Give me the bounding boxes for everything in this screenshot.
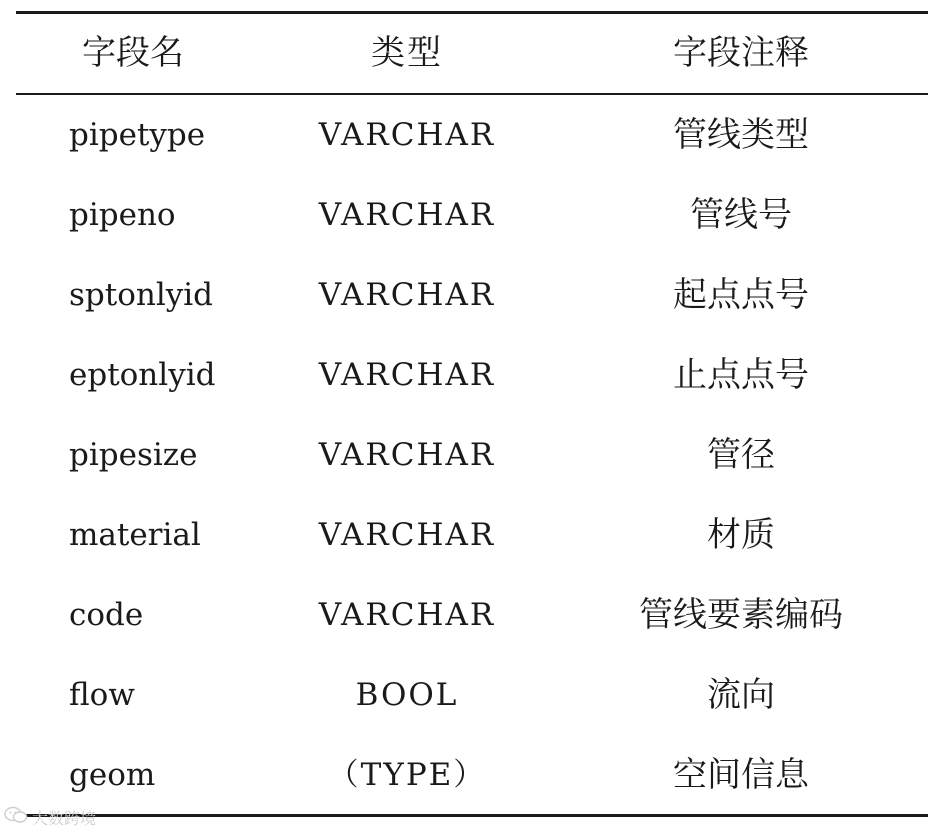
type-cell: VARCHAR xyxy=(318,517,496,553)
field-name-cell: geom xyxy=(69,757,156,793)
field-name-cell: pipeno xyxy=(69,197,176,233)
type-cell: BOOL xyxy=(355,677,459,713)
comment-cell: 管径 xyxy=(707,435,775,475)
comment-cell: 管线号 xyxy=(690,195,792,235)
field-name-cell: pipesize xyxy=(69,437,198,473)
comment-cell: 止点点号 xyxy=(673,355,809,395)
field-table xyxy=(16,11,928,817)
table-row xyxy=(16,95,928,175)
header-field-name: 字段名 xyxy=(82,33,184,73)
type-cell: VARCHAR xyxy=(318,597,496,633)
table-row xyxy=(16,335,928,415)
type-cell: VARCHAR xyxy=(318,197,496,233)
header-type: 类型 xyxy=(371,33,443,73)
field-name-cell: sptonlyid xyxy=(69,277,214,313)
table-row xyxy=(16,735,928,815)
type-cell: VARCHAR xyxy=(318,437,496,473)
wechat-logo-icon xyxy=(4,806,32,832)
field-name-cell: material xyxy=(69,517,201,553)
table-row xyxy=(16,255,928,335)
table-row xyxy=(16,175,928,255)
type-cell: VARCHAR xyxy=(318,277,496,313)
header-field-comment: 字段注释 xyxy=(673,33,809,73)
table-row xyxy=(16,415,928,495)
type-cell: VARCHAR xyxy=(318,357,496,393)
field-name-cell: eptonlyid xyxy=(69,357,216,393)
table-header-row xyxy=(16,14,928,93)
type-cell: VARCHAR xyxy=(318,117,496,153)
table-row xyxy=(16,575,928,655)
table-bottom-rule xyxy=(16,814,928,817)
comment-cell: 材质 xyxy=(707,515,775,555)
watermark xyxy=(4,806,96,828)
type-cell: （TYPE） xyxy=(327,757,487,793)
field-name-cell: code xyxy=(69,597,144,633)
table-row xyxy=(16,495,928,575)
comment-cell: 空间信息 xyxy=(673,755,809,795)
comment-cell: 流向 xyxy=(707,675,775,715)
field-name-cell: flow xyxy=(69,677,135,713)
field-name-cell: pipetype xyxy=(69,117,206,153)
comment-cell: 管线类型 xyxy=(673,115,809,155)
watermark-text: 大数跨境 xyxy=(32,809,97,828)
comment-cell: 起点点号 xyxy=(673,275,809,315)
comment-cell: 管线要素编码 xyxy=(639,595,843,635)
table-row xyxy=(16,655,928,735)
